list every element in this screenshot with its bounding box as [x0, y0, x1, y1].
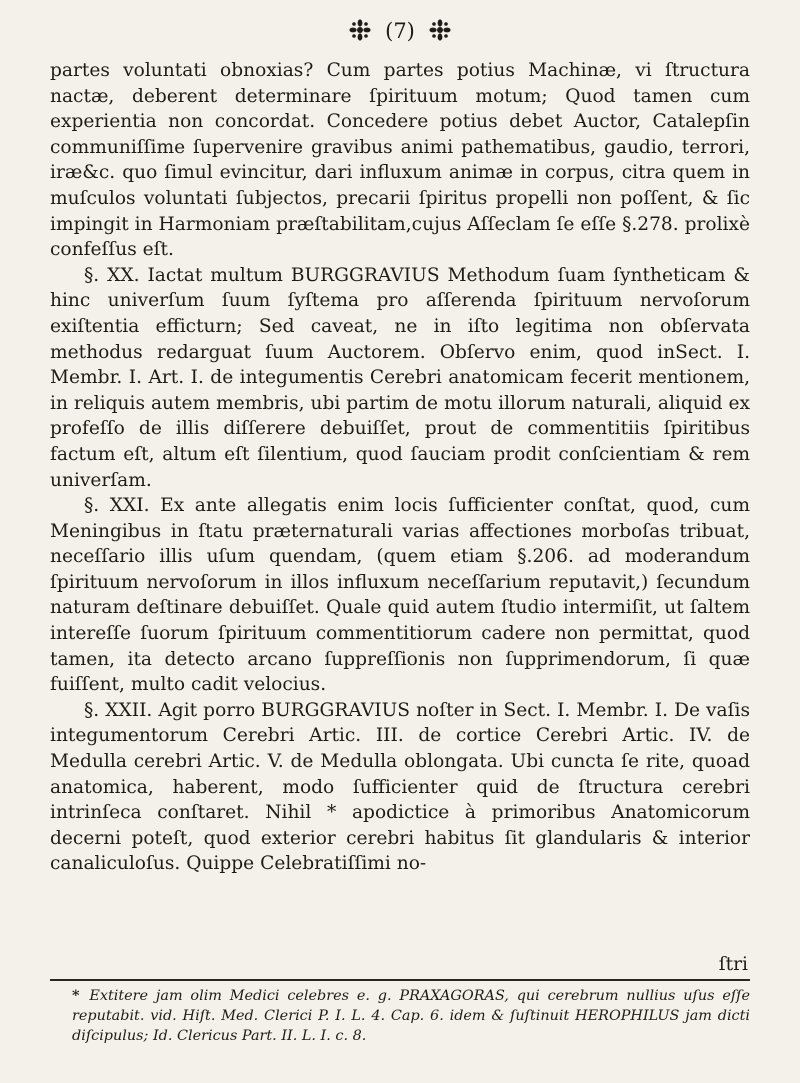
paragraph-section-xx: §. XX. Iactat multum BURGGRAVIUS Methodum ſuam ſyntheticam & hinc univerſum ſuum ſyſtema pro aſſerenda ſpirituum nervoſorum exiſtentia efficturn; Sed caveat, ne in iſto legitima non obſervata methodus redarguat ſuum Auctorem. Obſervo enim, quod inSect. I. Membr. I. Art. I. de integumentis Cerebri anatomicam fecerit mentionem, in reliquis autem membris, ubi partim de motu illorum naturali, aliquid ex profeſſo de illis diſſerere debuiſſet, prout de commentitiis ſpiritibus factum eſt, altum eſt ſilentium, quod ſauciam prodit conſcientiam & rem univerſam.	[50, 264, 750, 491]
paragraph-section-xxii: §. XXII. Agit porro BURGGRAVIUS noſter in Sect. I. Membr. I. De vaſis integumentorum Cerebri Artic. III. de cortice Cerebri Artic. IV. de Medulla cerebri Artic. V. de Medulla oblongata. Ubi cuncta ſe rite, quoad anatomica, haberent, modo ſufficienter quid de ſtructura cerebri intrinſeca conſtaret. Nihil * apodictice à primoribus Anatomicorum decerni poteſt, quod exterior cerebri habitus ſit glandularis & interior canaliculoſus. Quippe Celebratiſſimi no-	[50, 699, 750, 875]
catchword: ſtri	[718, 954, 748, 975]
footnote	[72, 986, 750, 1046]
main-text	[50, 58, 750, 877]
footnote-divider	[50, 979, 750, 981]
fleuron-ornament-right-icon	[429, 19, 451, 41]
page-number: (7)	[385, 19, 415, 43]
footnote-mark: *	[72, 987, 80, 1004]
footnote-text: Extitere jam olim Medici celebres e. g. PRAXAGORAS, qui cerebrum nullius uſus eſſe reputabit. vid. Hiſt. Med. Clerici P. I. L. 4. Cap. 6. idem & ſuſtinuit HEROPHILUS jam dicti diſcipulus; Id. Clericus Part. II. L. I. c. 8.	[72, 988, 750, 1044]
running-header	[0, 14, 800, 48]
paragraph-section-xxi: §. XXI. Ex ante allegatis enim locis ſufficienter conſtat, quod, cum Meningibus in ſtatu præternaturali varias affectiones morboſas tribuat, neceſſario illis uſum quendam, (quem etiam §.206. ad moderandum ſpirituum nervoſorum in illos influxum neceſſarium reputavit,) ſecundum naturam deſtinare debuiſſet. Quale quid autem ſtudio intermiſit, ut ſaltem intereſſe ſuorum ſpirituum commentitiorum cadere non permittat, quod tamen, ita detecto arcano ſuppreſſionis non ſupprimendorum, ſi quæ fuiſſent, multo cadit velocius.	[50, 495, 750, 696]
fleuron-ornament-left-icon	[349, 19, 371, 41]
paragraph-continuation: partes voluntati obnoxias? Cum partes potius Machinæ, vi ſtructura nactæ, deberent determinare ſpirituum motum; Quod tamen cum experientia non concordat. Concedere potius debet Auctor, Catalepſin communiſſime ſupervenire gravibus animi pathematibus, gaudio, terrori, iræ&c. quo ſimul evincitur, dari influxum animæ in corpus, citra quem in muſculos voluntati ſubjectos, precarii ſpiritus propelli non poſſent, & ſic impingit in Harmoniam præſtabilitam,cujus Aſſeclam ſe eſſe §.278. prolixè confeſſus eſt.	[50, 60, 750, 261]
